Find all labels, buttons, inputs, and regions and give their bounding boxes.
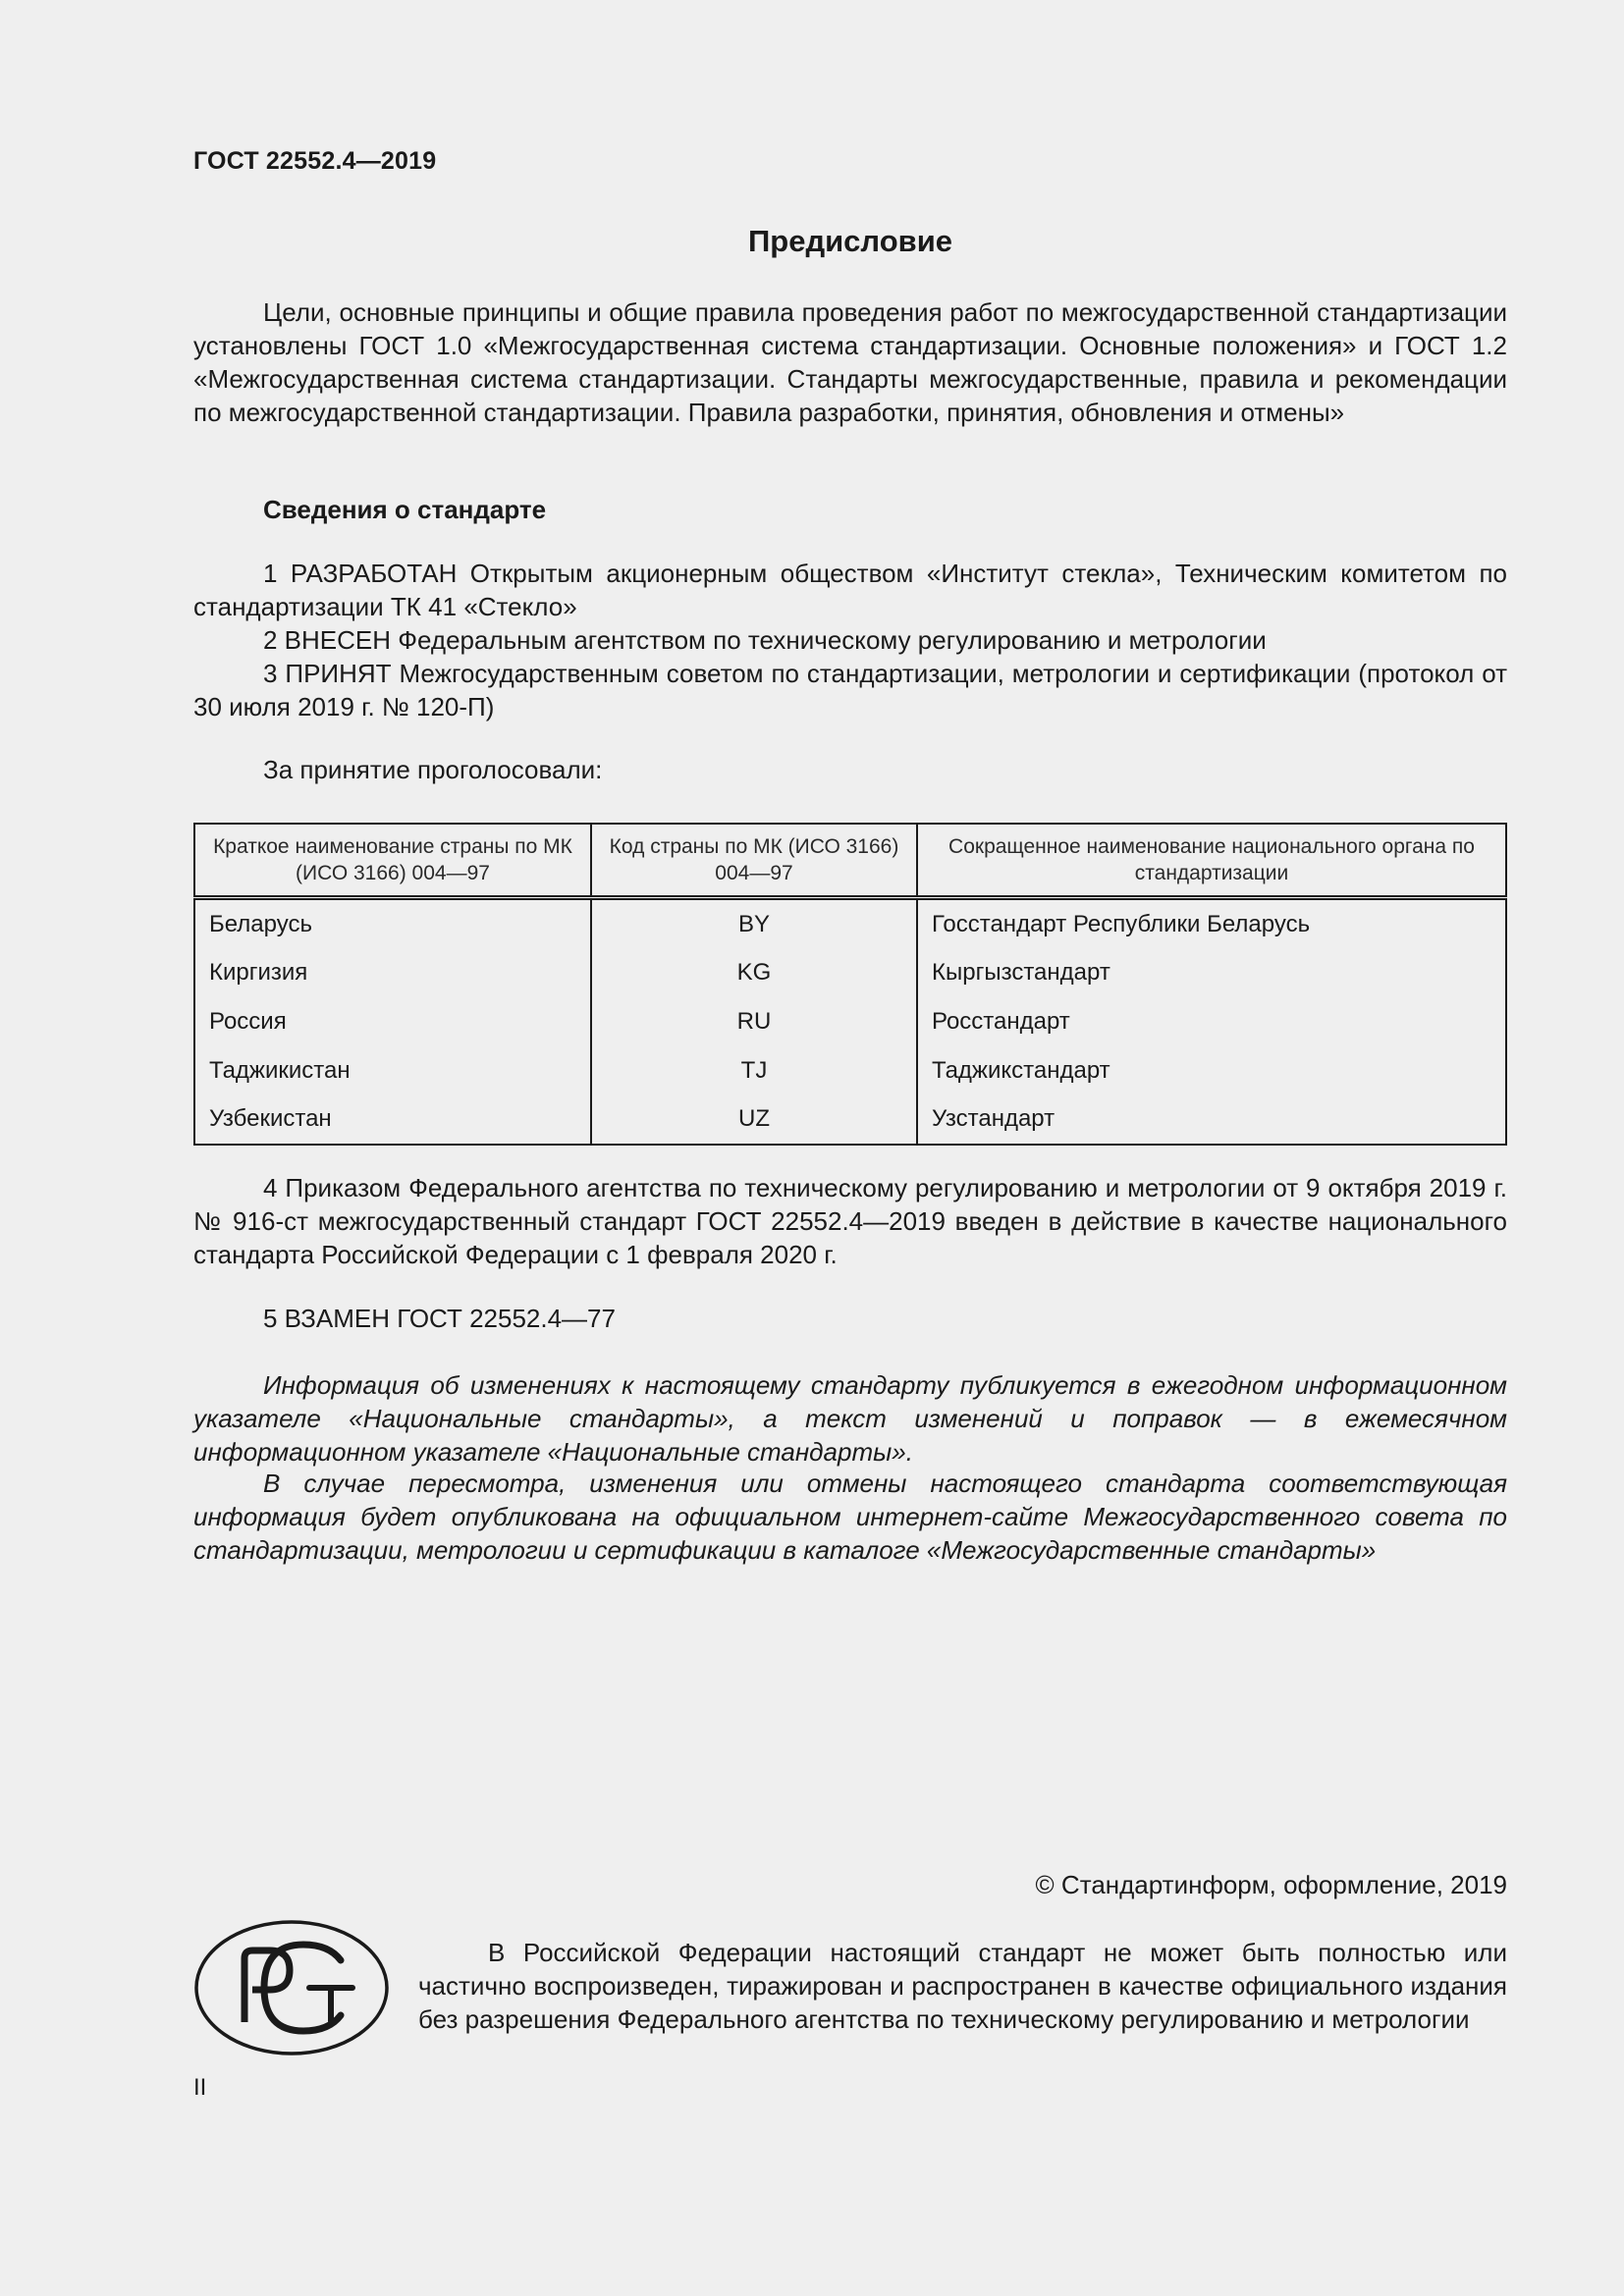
code-cell: KG	[591, 949, 917, 998]
document-code: ГОСТ 22552.4—2019	[193, 147, 437, 175]
body-cell: Таджикстандарт	[917, 1046, 1506, 1095]
country-cell: Киргизия	[194, 949, 591, 998]
item-developed: 1 РАЗРАБОТАН Открытым акционерным обществом «Институт стекла», Техническим комитетом по стандартизации ТК 41 «Стекло»	[193, 559, 1507, 621]
body-cell: Кыргызстандарт	[917, 949, 1506, 998]
table-header-row	[194, 824, 1506, 898]
country-cell: Таджикистан	[194, 1046, 591, 1095]
body-cell: Узстандарт	[917, 1095, 1506, 1145]
intro-paragraph: Цели, основные принципы и общие правила проведения работ по межгосударственной стандартизации установлены ГОСТ 1.0 «Межгосударственная система стандартизации. Основные положения» и ГОСТ 1.2 «Межгосударственная система стандартизации. Стандарты межгосударственные, правила и рекомендации по межгосударственной стандартизации. Правила разработки, принятия, обновления и отмены»	[193, 297, 1507, 427]
table-row	[194, 898, 1506, 949]
table-row	[194, 1095, 1506, 1145]
table-row	[194, 949, 1506, 998]
table-row	[194, 1046, 1506, 1095]
page-title: Предисловие	[747, 224, 952, 258]
item-submitted: 2 ВНЕСЕН Федеральным агентством по техническому регулированию и метрологии	[263, 625, 1267, 655]
country-cell: Россия	[194, 997, 591, 1046]
body-cell: Госстандарт Республики Беларусь	[917, 898, 1506, 949]
note-changes: Информация об изменениях к настоящему стандарту публикуется в ежегодном информационном указателе «Национальные стандарты», а текст изменений и поправок — в ежемесячном информационном указателе «Национальные стандарты».	[193, 1370, 1507, 1467]
page-number: II	[193, 2074, 207, 2101]
document-page	[193, 0, 1507, 2296]
copyright: © Стандартинформ, оформление, 2019	[1035, 1870, 1507, 1899]
header-national-body: Сокращенное наименование национального органа по стандартизации	[917, 824, 1506, 898]
code-cell: BY	[591, 898, 917, 949]
item-adopted: 3 ПРИНЯТ Межгосударственным советом по стандартизации, метрологии и сертификации (протокол от 30 июля 2019 г. № 120-П)	[193, 659, 1507, 721]
voting-table	[193, 823, 1507, 1146]
country-cell: Узбекистан	[194, 1095, 591, 1145]
code-cell: RU	[591, 997, 917, 1046]
rst-logo-icon	[193, 1919, 390, 2056]
country-cell: Беларусь	[194, 898, 591, 949]
header-country: Краткое наименование страны по МК (ИСО 3166) 004—97	[194, 824, 591, 898]
code-cell: UZ	[591, 1095, 917, 1145]
body-cell: Росстандарт	[917, 997, 1506, 1046]
reproduction-notice: В Российской Федерации настоящий стандарт не может быть полностью или частично воспроизведен, тиражирован и распространен в качестве официального издания без разрешения Федерального агентства по техническому регулированию и метрологии	[418, 1938, 1507, 2034]
voted-label: За принятие проголосовали:	[263, 755, 603, 784]
table-row	[194, 997, 1506, 1046]
item-replaces: 5 ВЗАМЕН ГОСТ 22552.4—77	[263, 1304, 616, 1333]
item-enacted: 4 Приказом Федерального агентства по техническому регулированию и метрологии от 9 октября 2019 г. № 916-ст межгосударственный стандарт ГОСТ 22552.4—2019 введен в действие в качестве национального стандарта Российской Федерации с 1 февраля 2020 г.	[193, 1173, 1507, 1269]
info-heading: Сведения о стандарте	[263, 495, 547, 524]
note-revision: В случае пересмотра, изменения или отмены настоящего стандарта соответствующая информация будет опубликована на официальном интернет-сайте Межгосударственного совета по стандартизации, метрологии и сертификации в каталоге «Межгосударственные стандарты»	[193, 1468, 1507, 1565]
header-code: Код страны по МК (ИСО 3166) 004—97	[591, 824, 917, 898]
code-cell: TJ	[591, 1046, 917, 1095]
